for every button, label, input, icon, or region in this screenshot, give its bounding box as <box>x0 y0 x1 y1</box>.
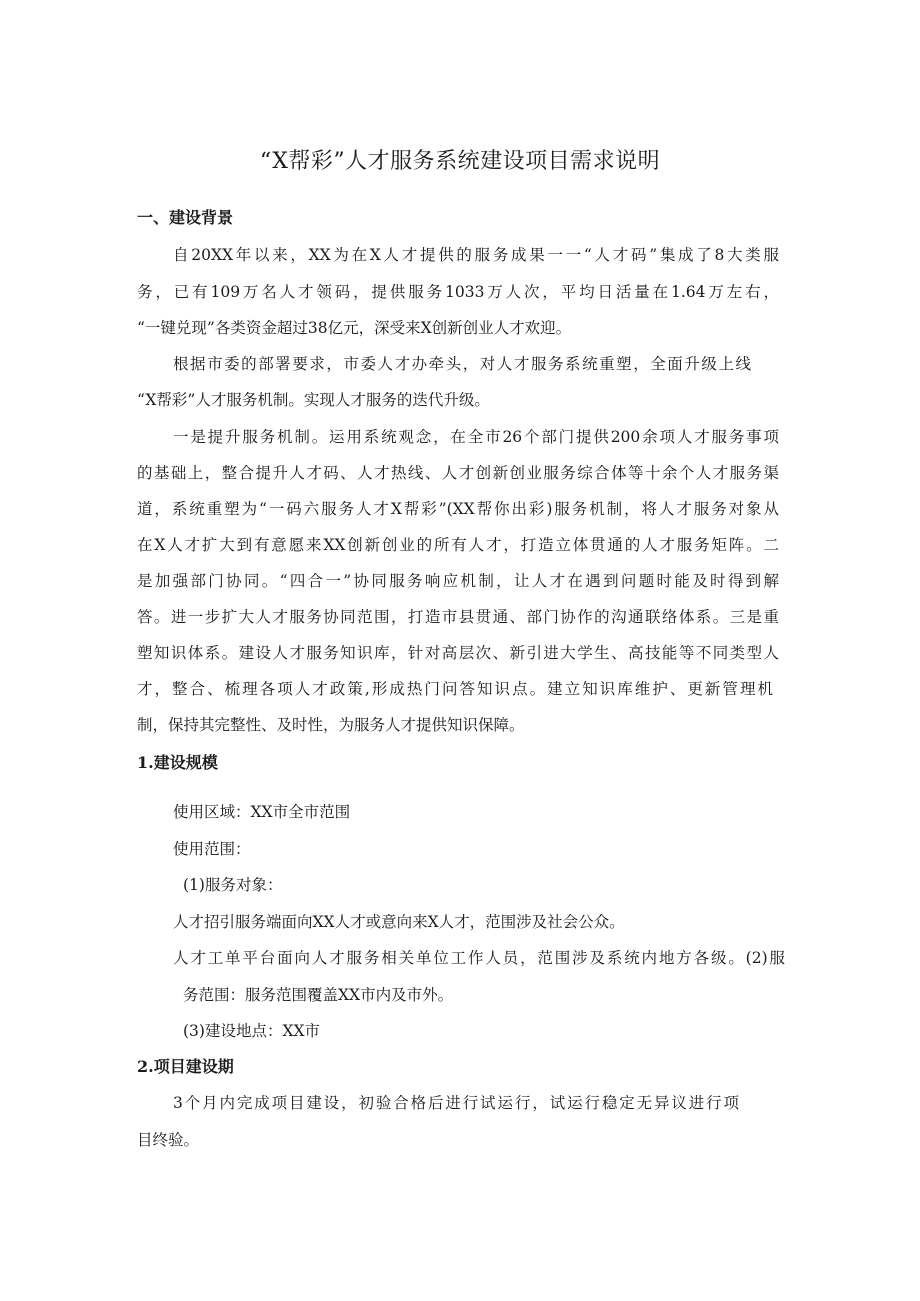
paragraph-line: 使用区域：XX市全市范围 <box>173 803 351 821</box>
paragraph-line: 自20XX年以来，XX为在X人才提供的服务成果一一“人才码”集成了8大类服 <box>173 246 779 264</box>
paragraph-line: 才，整合、梳理各项人才政策,形成热门问答知识点。建立知识库维护、更新管理机 <box>137 680 773 698</box>
paragraph-line: 3个月内完成项目建设，初验合格后进行试运行，试运行稳定无异议进行项 <box>173 1094 739 1112</box>
paragraph-line: 使用范围： <box>173 840 251 858</box>
section-heading-background: 一、建设背景 <box>137 208 234 227</box>
paragraph-line: (3)建设地点：XX市 <box>183 1022 321 1040</box>
paragraph-line: 务，已有109万名人才领码，提供服务1033万人次，平均日活量在1.64万左右， <box>137 283 779 301</box>
section-heading-period: 2.项目建设期 <box>137 1057 234 1076</box>
paragraph-line: 务范围：服务范围覆盖XX市内及市外。 <box>183 986 454 1004</box>
paragraph-line: 答。进一步扩大人才服务协同范围，打造市县贯通、部门协作的沟通联络体系。三是重 <box>137 608 779 626</box>
document-title: “X帮彩”人才服务系统建设项目需求说明 <box>259 149 661 174</box>
paragraph-line: 塑知识体系。建设人才服务知识库，针对高层次、新引进大学生、高技能等不同类型人 <box>137 644 779 662</box>
paragraph-line: 是加强部门协同。“四合一”协同服务响应机制，让人才在遇到问题时能及时得到解 <box>137 572 779 590</box>
paragraph-line: 人才招引服务端面向XX人才或意向来X人才，范围涉及社会公众。 <box>173 913 625 931</box>
paragraph-line: 一是提升服务机制。运用系统观念，在全市26个部门提供200余项人才服务事项 <box>173 428 779 446</box>
paragraph-line: (1)服务对象： <box>183 876 283 894</box>
paragraph-line: 的基础上，整合提升人才码、人才热线、人才创新创业服务综合体等十余个人才服务渠 <box>137 464 779 482</box>
paragraph-line: “一键兑现”各类资金超过38亿元，深受来X创新创业人才欢迎。 <box>137 319 572 337</box>
paragraph-line: 目终验。 <box>137 1131 200 1149</box>
paragraph-line: 制，保持其完整性、及时性，为服务人才提供知识保障。 <box>137 716 525 734</box>
paragraph-line: 道，系统重塑为“一码六服务人才X帮彩”(XX帮你出彩)服务机制，将人才服务对象从 <box>137 500 779 518</box>
paragraph-line: 人才工单平台面向人才服务相关单位工作人员，范围涉及系统内地方各级。(2)服 <box>173 949 785 967</box>
section-heading-scale: 1.建设规模 <box>137 753 218 772</box>
paragraph-line: 在X人才扩大到有意愿来XX创新创业的所有人才，打造立体贯通的人才服务矩阵。二 <box>137 536 779 554</box>
paragraph-line: “X帮彩”人才服务机制。实现人才服务的迭代升级。 <box>137 391 490 409</box>
paragraph-line: 根据市委的部署要求，市委人才办牵头，对人才服务系统重塑，全面升级上线 <box>173 355 751 373</box>
